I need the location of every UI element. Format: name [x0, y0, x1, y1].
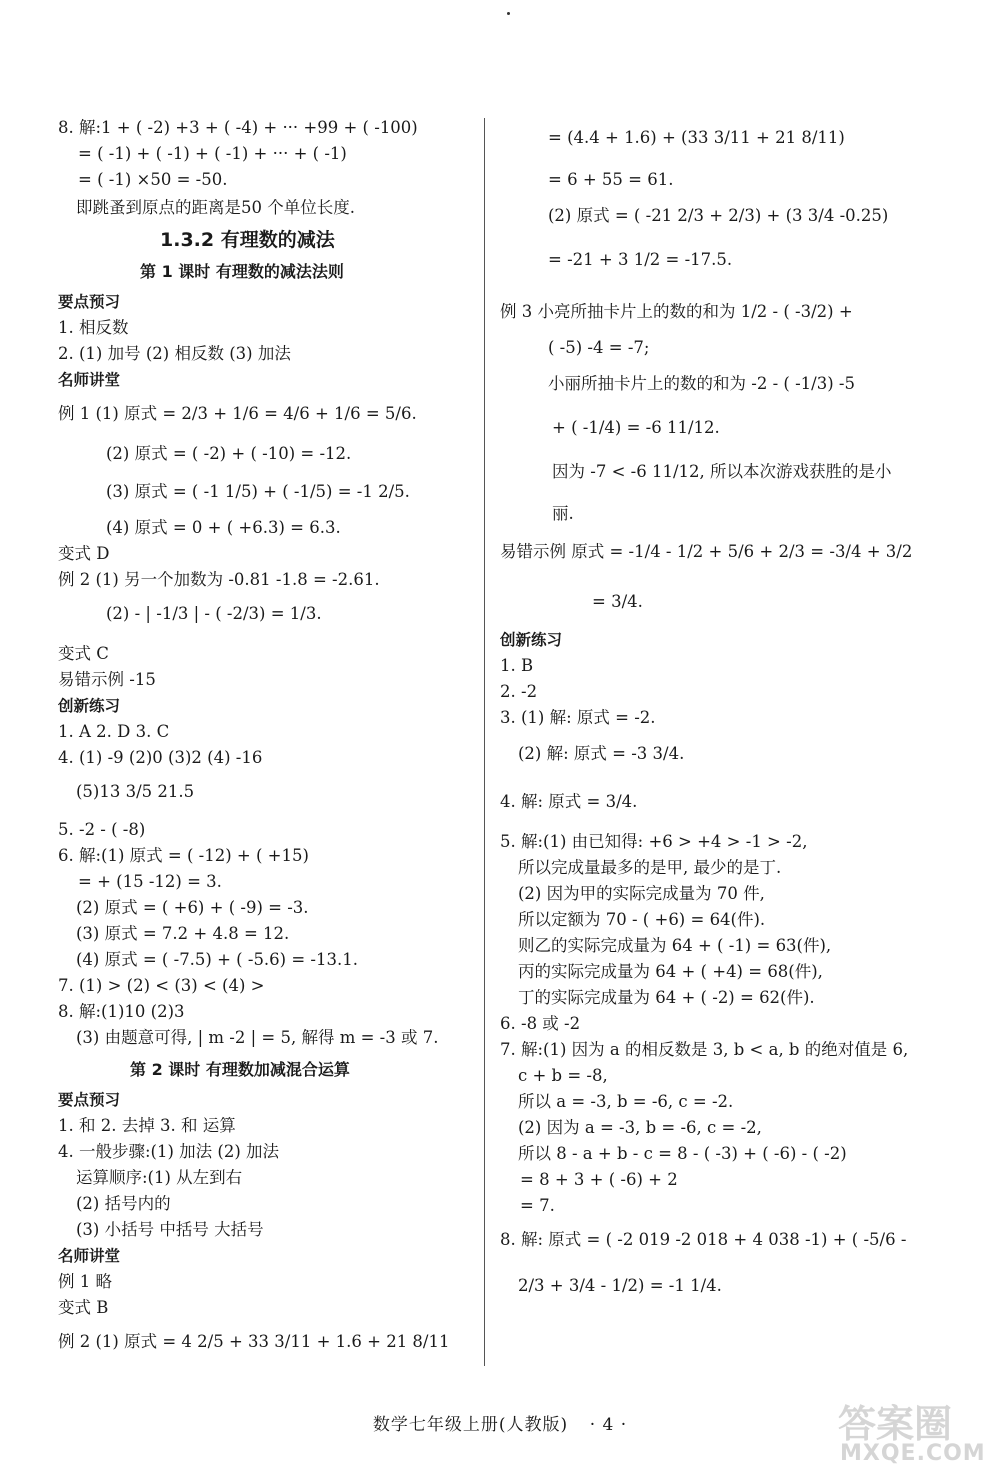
- right-column-line: (2) 原式 = ( -21 2/3 + 2/3) + (3 3/4 -0.25): [548, 206, 889, 225]
- left-column-line: 1. 相反数: [58, 318, 129, 337]
- right-column-line: 5. 解:(1) 由已知得: +6 > +4 > -1 > -2,: [500, 832, 808, 851]
- left-column-line: 变式 C: [58, 644, 109, 663]
- left-column-line: 名师讲堂: [58, 371, 121, 389]
- left-column-line: (4) 原式 = 0 + ( +6.3) = 6.3.: [106, 518, 341, 537]
- left-column-line: 要点预习: [58, 1091, 121, 1109]
- left-column-line: 7. (1) > (2) < (3) < (4) >: [58, 976, 265, 995]
- left-column-line: (2) - | -1/3 | - ( -2/3) = 1/3.: [106, 604, 322, 623]
- left-column-line: 8. 解:1 + ( -2) +3 + ( -4) + ··· +99 + ( -100): [58, 118, 418, 137]
- left-column-line: = ( -1) + ( -1) + ( -1) + ··· + ( -1): [78, 144, 347, 163]
- left-column-line: (3) 原式 = 7.2 + 4.8 = 12.: [76, 924, 290, 943]
- right-column-line: 3. (1) 解: 原式 = -2.: [500, 708, 656, 727]
- left-column-line: 变式 B: [58, 1298, 109, 1317]
- footer-book-title: 数学七年级上册(人教版): [372, 1415, 569, 1435]
- right-column-line: = 6 + 55 = 61.: [548, 170, 674, 189]
- right-column-line: 所以完成量最多的是甲, 最少的是丁.: [518, 858, 782, 877]
- right-column-line: 易错示例 原式 = -1/4 - 1/2 + 5/6 + 2/3 = -3/4 + 3/2: [500, 542, 913, 561]
- right-column-line: 4. 解: 原式 = 3/4.: [500, 792, 638, 811]
- right-column-line: 则乙的实际完成量为 64 + ( -1) = 63(件),: [518, 936, 832, 955]
- left-column-line: 1. 和 2. 去掉 3. 和 运算: [58, 1116, 236, 1135]
- left-column-line: 变式 D: [58, 544, 110, 563]
- left-column-line: (2) 括号内的: [76, 1194, 171, 1213]
- right-column-line: = 7.: [520, 1196, 555, 1215]
- right-column-line: = 8 + 3 + ( -6) + 2: [520, 1170, 678, 1189]
- right-column-line: 2. -2: [500, 682, 538, 701]
- watermark-main-text: 答案圈: [838, 1402, 953, 1446]
- left-column-line: 名师讲堂: [58, 1247, 121, 1265]
- left-column-line: 4. 一般步骤:(1) 加法 (2) 加法: [58, 1142, 280, 1161]
- left-column-line: 例 2 (1) 原式 = 4 2/5 + 33 3/11 + 1.6 + 21 8/11: [58, 1332, 450, 1351]
- left-column-line: 6. 解:(1) 原式 = ( -12) + ( +15): [58, 846, 309, 865]
- left-column-line: (3) 由题意可得, | m -2 | = 5, 解得 m = -3 或 7.: [76, 1028, 439, 1047]
- left-column-line: (2) 原式 = ( +6) + ( -9) = -3.: [76, 898, 309, 917]
- right-column-line: = 3/4.: [592, 592, 643, 611]
- left-column-line: (2) 原式 = ( -2) + ( -10) = -12.: [106, 444, 352, 463]
- watermark-logo: [828, 1393, 986, 1473]
- right-column-line: c + b = -8,: [518, 1066, 608, 1085]
- left-column-line: = + (15 -12) = 3.: [78, 872, 222, 891]
- right-column-line: = -21 + 3 1/2 = -17.5.: [548, 250, 733, 269]
- right-column-line: + ( -1/4) = -6 11/12.: [552, 418, 720, 437]
- left-column-line: 要点预习: [58, 293, 121, 311]
- right-column-line: 创新练习: [500, 631, 563, 649]
- left-column-line: 例 1 略: [58, 1272, 112, 1291]
- left-column-line: (5)13 3/5 21.5: [76, 782, 195, 801]
- left-column-line: 5. -2 - ( -8): [58, 820, 146, 839]
- left-column-line: 1.3.2 有理数的减法: [160, 229, 335, 251]
- left-column-line: 例 2 (1) 另一个加数为 -0.81 -1.8 = -2.61.: [58, 570, 380, 589]
- right-column-line: 所以定额为 70 - ( +6) = 64(件).: [518, 910, 766, 929]
- speck: [507, 12, 510, 15]
- right-column-line: 6. -8 或 -2: [500, 1014, 581, 1033]
- left-column-line: 8. 解:(1)10 (2)3: [58, 1002, 185, 1021]
- left-column-line: 4. (1) -9 (2)0 (3)2 (4) -16: [58, 748, 263, 767]
- left-column-line: = ( -1) ×50 = -50.: [78, 170, 228, 189]
- right-column-line: = (4.4 + 1.6) + (33 3/11 + 21 8/11): [548, 128, 845, 147]
- left-column-line: 易错示例 -15: [58, 670, 156, 689]
- left-column-line: 创新练习: [58, 697, 121, 715]
- right-column-line: 小丽所抽卡片上的数的和为 -2 - ( -1/3) -5: [548, 374, 855, 393]
- column-divider: [484, 118, 485, 1366]
- left-column-line: 2. (1) 加号 (2) 相反数 (3) 加法: [58, 344, 291, 363]
- left-column-line: 即跳蚤到原点的距离是50 个单位长度.: [76, 198, 355, 217]
- right-column-line: 1. B: [500, 656, 534, 675]
- left-column-line: 第 1 课时 有理数的减法法则: [140, 262, 344, 281]
- right-column-line: 8. 解: 原式 = ( -2 019 -2 018 + 4 038 -1) + ( -5/6 -: [500, 1230, 907, 1249]
- right-column-line: 丽.: [552, 504, 574, 523]
- left-column-line: 第 2 课时 有理数加减混合运算: [130, 1060, 350, 1079]
- right-column-line: 所以 a = -3, b = -6, c = -2.: [518, 1092, 734, 1111]
- right-column-line: (2) 解: 原式 = -3 3/4.: [518, 744, 685, 763]
- right-column-line: (2) 因为 a = -3, b = -6, c = -2,: [518, 1118, 762, 1137]
- left-column-line: (3) 原式 = ( -1 1/5) + ( -1/5) = -1 2/5.: [106, 482, 410, 501]
- right-column-line: (2) 因为甲的实际完成量为 70 件,: [518, 884, 765, 903]
- right-column-line: 所以 8 - a + b - c = 8 - ( -3) + ( -6) - ( -2): [518, 1144, 847, 1163]
- right-column-line: 例 3 小亮所抽卡片上的数的和为 1/2 - ( -3/2) +: [500, 302, 853, 321]
- left-column-line: 运算顺序:(1) 从左到右: [76, 1168, 243, 1187]
- right-column-line: 因为 -7 < -6 11/12, 所以本次游戏获胜的是小: [552, 462, 892, 481]
- right-column-line: ( -5) -4 = -7;: [548, 338, 650, 357]
- left-column-line: 1. A 2. D 3. C: [58, 722, 170, 741]
- watermark-sub-text: MXQE.COM: [840, 1441, 986, 1466]
- right-column-line: 丙的实际完成量为 64 + ( +4) = 68(件),: [518, 962, 823, 981]
- left-column-line: (3) 小括号 中括号 大括号: [76, 1220, 264, 1239]
- right-column-line: 丁的实际完成量为 64 + ( -2) = 62(件).: [518, 988, 815, 1007]
- left-column-line: 例 1 (1) 原式 = 2/3 + 1/6 = 4/6 + 1/6 = 5/6.: [58, 404, 417, 423]
- page-number: · 4 ·: [589, 1415, 628, 1435]
- right-column-line: 2/3 + 3/4 - 1/2) = -1 1/4.: [518, 1276, 722, 1295]
- left-column-line: (4) 原式 = ( -7.5) + ( -5.6) = -13.1.: [76, 950, 358, 969]
- right-column-line: 7. 解:(1) 因为 a 的相反数是 3, b < a, b 的绝对值是 6,: [500, 1040, 909, 1059]
